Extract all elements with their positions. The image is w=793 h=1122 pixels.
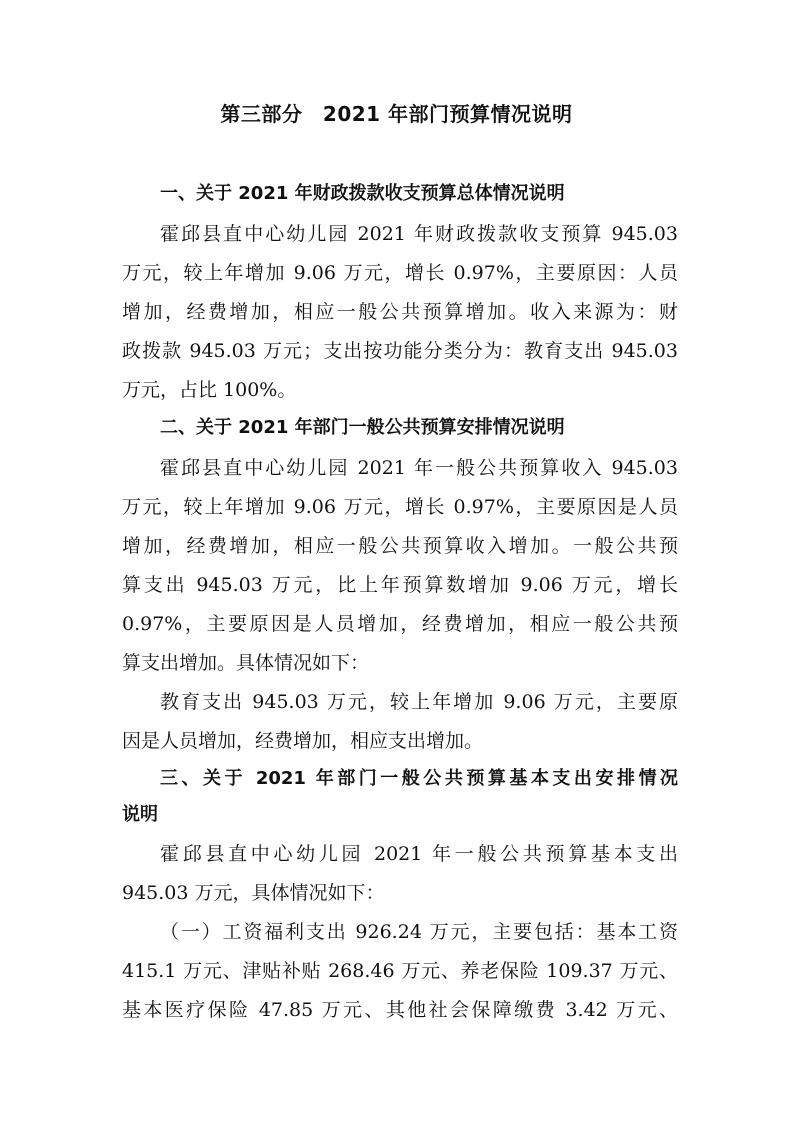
section-2-line-1: 霍邱县直中心幼儿园 2021 年一般公共预算收入 945.03 [160,457,678,479]
section-2-heading: 二、关于 2021 年部门一般公共预算安排情况说明 [160,417,565,438]
section-3-heading-line-1: 三、关于 2021 年部门一般公共预算基本支出安排情况 [160,768,678,789]
section-3-line-1: 霍邱县直中心幼儿园 2021 年一般公共预算基本支出 [160,843,678,865]
section-1-line-5: 万元，占比 100%。 [122,379,297,401]
section-1-line-1: 霍邱县直中心幼儿园 2021 年财政拨款收支预算 945.03 [160,223,678,245]
section-3-item1-line-1: （一）工资福利支出 926.24 万元，主要包括：基本工资 [160,921,678,943]
section-1-heading: 一、关于 2021 年财政拨款收支预算总体情况说明 [160,183,565,204]
section-3-item1-line-2: 415.1 万元、津贴补贴 268.46 万元、养老保险 109.37 万元、 [122,960,678,982]
section-3-line-2: 945.03 万元，具体情况如下： [122,882,385,904]
section-3-heading-line-2: 说明 [122,804,158,825]
section-2-para2-line-2: 因是人员增加，经费增加，相应支出增加。 [122,730,484,752]
section-2-line-5: 0.97%，主要原因是人员增加，经费增加，相应一般公共预 [122,613,678,635]
section-1-line-4: 政拨款 945.03 万元；支出按功能分类分为：教育支出 945.03 [122,340,678,362]
page-title: 第三部分 2021 年部门预算情况说明 [220,102,573,126]
section-2-line-6: 算支出增加。具体情况如下： [122,652,370,674]
section-1-line-2: 万元，较上年增加 9.06 万元，增长 0.97%，主要原因：人员 [122,262,678,284]
section-2-line-3: 增加，经费增加，相应一般公共预算收入增加。一般公共预 [122,535,678,557]
section-2-line-4: 算支出 945.03 万元，比上年预算数增加 9.06 万元，增长 [122,574,678,596]
section-2-para2-line-1: 教育支出 945.03 万元，较上年增加 9.06 万元，主要原 [160,691,678,713]
section-1-line-3: 增加，经费增加，相应一般公共预算增加。收入来源为：财 [122,301,678,323]
section-3-item1-line-3: 基本医疗保险 47.85 万元、其他社会保障缴费 3.42 万元、 [122,999,678,1021]
section-2-line-2: 万元，较上年增加 9.06 万元，增长 0.97%，主要原因是人员 [122,496,678,518]
